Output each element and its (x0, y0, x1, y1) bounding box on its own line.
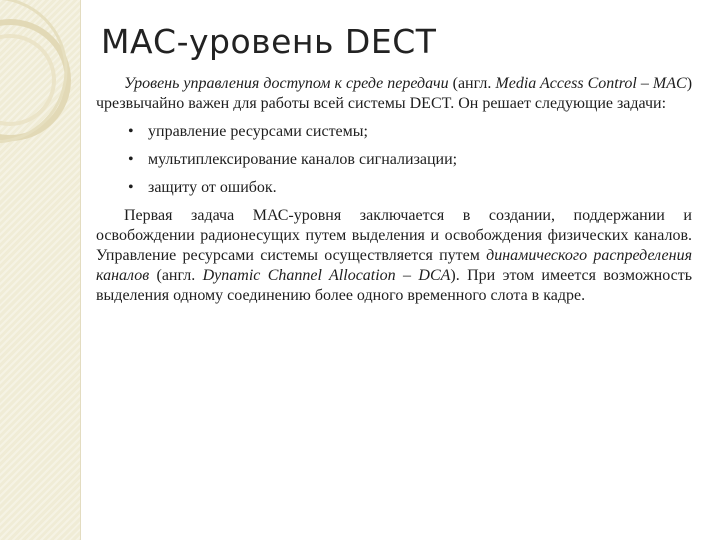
intro-term: Уровень управления доступом к среде передачи (124, 75, 449, 92)
intro-open-paren: (англ. (448, 75, 496, 92)
list-item-text: мультиплексирование каналов сигнализации; (148, 151, 458, 168)
list-item (126, 178, 692, 198)
intro-term-en: Media Access Control – MAC (495, 75, 687, 92)
list-item-text: защиту от ошибок. (148, 179, 277, 196)
para2-text-before: Первая задача МАС-уровня заключается в создании, поддержании и освобождении радионесущих путем выделения и освобождения физических каналов. Управление ресурсами системы осуществляется путем (96, 207, 692, 264)
decorative-side-strip (0, 0, 81, 540)
para2-term-en: Dynamic Channel Allocation – DCA (202, 267, 451, 284)
intro-paragraph (96, 74, 692, 114)
slide-title: МАС-уровень DECT (101, 22, 437, 61)
task-list (96, 122, 692, 198)
bullet-icon: • (128, 151, 134, 168)
bullet-icon: • (128, 179, 134, 196)
para2-term: динамического распределения каналов (96, 247, 693, 284)
intro-rest: ) чрезвычайно важен для работы всей системы DECT. Он решает следующие задачи: (96, 75, 693, 112)
para2-text-after: ). При этом имеется возможность выделения одному соединению более одного временного слота в кадре. (96, 267, 693, 304)
para2-open-paren: (англ. (149, 267, 203, 284)
list-item (126, 150, 692, 170)
slide-body (96, 74, 692, 306)
bullet-icon: • (128, 123, 134, 140)
decorative-rings (0, 0, 80, 190)
second-paragraph (96, 206, 692, 306)
list-item (126, 122, 692, 142)
list-item-text: управление ресурсами системы; (148, 123, 368, 140)
